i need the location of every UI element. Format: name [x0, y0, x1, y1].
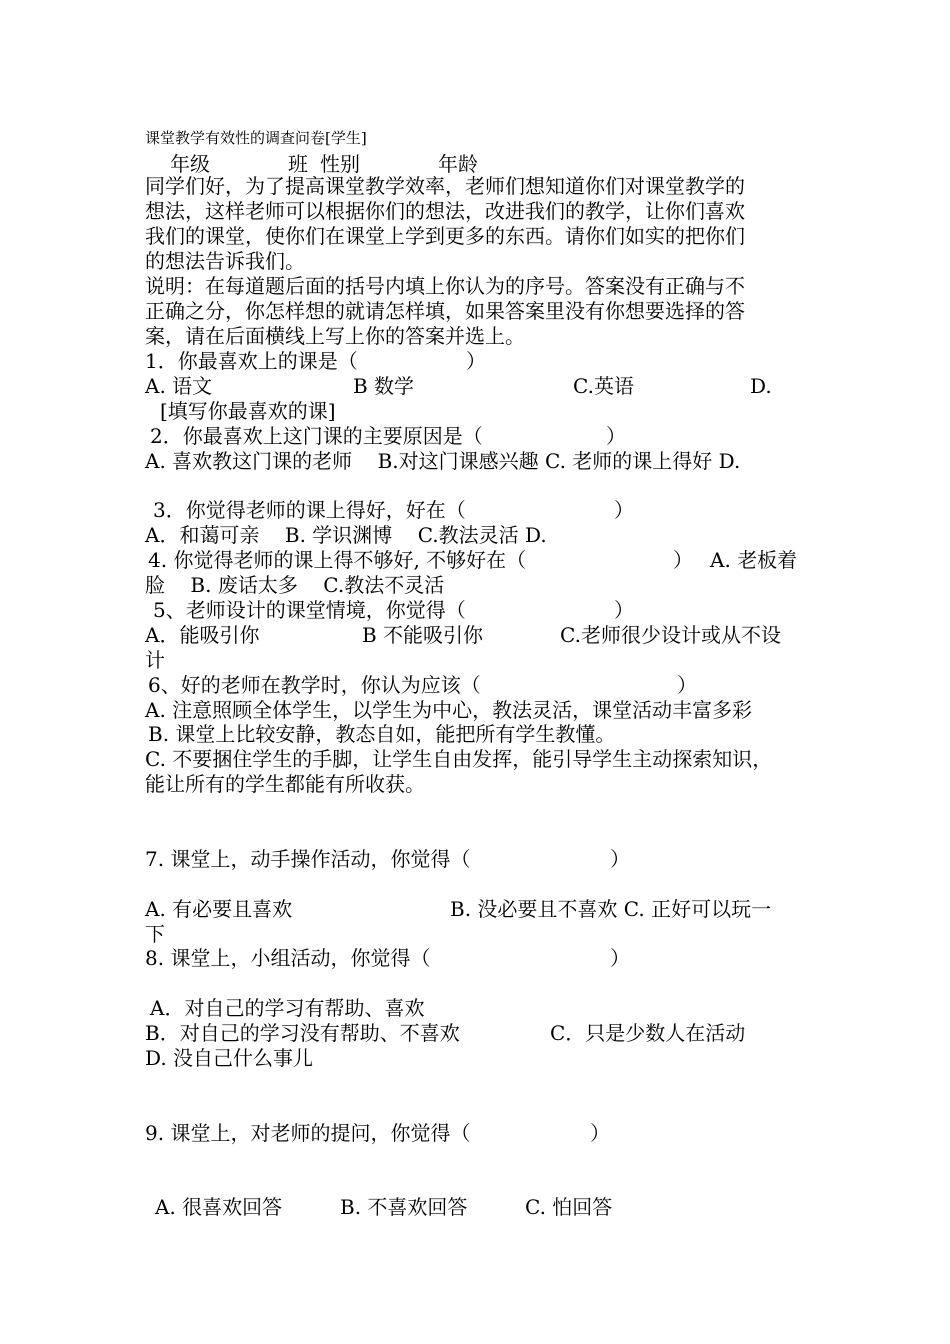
q7-option-a: A. 有必要且喜欢 [145, 897, 293, 921]
q8-option-c: C．只是少数人在活动 [550, 1021, 746, 1045]
q8-stem: 8. 课堂上，小组活动，你觉得（ [145, 946, 431, 970]
age-label: 年龄 [438, 152, 478, 176]
q3-stem: 3．你觉得老师的课上得好，好在（ [153, 498, 466, 522]
q4-close: ） [673, 548, 693, 572]
q5-stem: 5、老师设计的课堂情境，你觉得（ [153, 598, 466, 622]
q7-close: ） [610, 847, 630, 871]
q7-option-bc: B. 没必要且不喜欢 C. 正好可以玩一 [450, 897, 772, 921]
doc-title: 课堂教学有效性的调查问卷[学生] [145, 129, 367, 147]
q1-close: ） [466, 349, 486, 373]
q1-option-c: C.英语 [573, 374, 634, 398]
q8-option-d: D. 没自己什么事儿 [145, 1046, 314, 1070]
q1-stem: 1．你最喜欢上的课是（ [145, 349, 358, 373]
note-line-3: 案，请在后面横线上写上你的答案并选上。 [145, 324, 525, 348]
q6-option-b: B. 课堂上比较安静，教态自如，能把所有学生教懂。 [148, 722, 616, 746]
q6-option-a: A. 注意照顾全体学生，以学生为中心，教法灵活，课堂活动丰富多彩 [145, 698, 753, 722]
grade-label: 年级 [170, 152, 210, 176]
q5-option-a: A．能吸引你 [145, 623, 260, 647]
q3-options: A．和蔼可亲 B. 学识渊博 C.教法灵活 D. [145, 523, 547, 547]
q6-option-c: C. 不要捆住学生的手脚，让学生自由发挥，能引导学生主动探索知识， [145, 747, 773, 771]
class-label: 班 [288, 152, 308, 176]
q2-options: A. 喜欢教这门课的老师 B.对这门课感兴趣 C. 老师的课上得好 D. [145, 449, 741, 473]
q8-option-b: B．对自己的学习没有帮助、不喜欢 [145, 1021, 460, 1045]
q7-wrap: 下 [145, 922, 165, 946]
q7-stem: 7. 课堂上，动手操作活动，你觉得（ [145, 847, 471, 871]
q6-option-c-wrap: 能让所有的学生都能有所收获。 [145, 772, 425, 796]
q1-option-a: A. 语文 [145, 374, 213, 398]
q8-option-a: A．对自己的学习有帮助、喜欢 [150, 996, 425, 1020]
q3-close: ） [614, 498, 634, 522]
q1-fill-hint: [填写你最喜欢的课] [160, 399, 336, 423]
intro-line-2: 想法，这样老师可以根据你们的想法，改进我们的教学，让你们喜欢 [145, 199, 745, 223]
intro-line-3: 我们的课堂，使你们在课堂上学到更多的东西。请你们如实的把你们 [145, 224, 745, 248]
q5-option-c: C.老师很少设计或从不设 [560, 623, 781, 647]
q8-close: ） [610, 946, 630, 970]
note-line-2: 正确之分，你怎样想的就请怎样填，如果答案里没有你想要选择的答 [145, 299, 745, 323]
intro-line-4: 的想法告诉我们。 [145, 249, 305, 273]
q9-stem: 9. 课堂上，对老师的提问，你觉得（ [145, 1121, 471, 1145]
q4-option-a: A. 老板着 [710, 548, 798, 572]
gender-label: 性别 [320, 152, 360, 176]
q6-close: ） [677, 673, 697, 697]
q9-option-a: A. 很喜欢回答 [155, 1195, 283, 1219]
intro-line-1: 同学们好，为了提高课堂教学效率，老师们想知道你们对课堂教学的 [145, 174, 745, 198]
q5-close: ） [614, 598, 634, 622]
q6-stem: 6、好的老师在教学时，你认为应该（ [148, 673, 481, 697]
q9-option-b: B. 不喜欢回答 [340, 1195, 468, 1219]
q5-option-b: B 不能吸引你 [362, 623, 484, 647]
q5-option-c-wrap: 计 [145, 648, 165, 672]
q2-close: ） [606, 424, 626, 448]
q9-close: ） [590, 1121, 610, 1145]
q9-option-c: C. 怕回答 [525, 1195, 613, 1219]
q4-options-line2: 脸 B. 废话太多 C.教法不灵活 [145, 573, 445, 597]
q4-stem: 4. 你觉得老师的课上得不够好, 不够好在（ [148, 548, 527, 572]
note-line-1: 说明：在每道题后面的括号内填上你认为的序号。答案没有正确与不 [145, 274, 745, 298]
q2-stem: 2．你最喜欢上这门课的主要原因是（ [150, 424, 483, 448]
q1-option-d: D. [750, 374, 772, 398]
q1-option-b: B 数学 [353, 374, 415, 398]
